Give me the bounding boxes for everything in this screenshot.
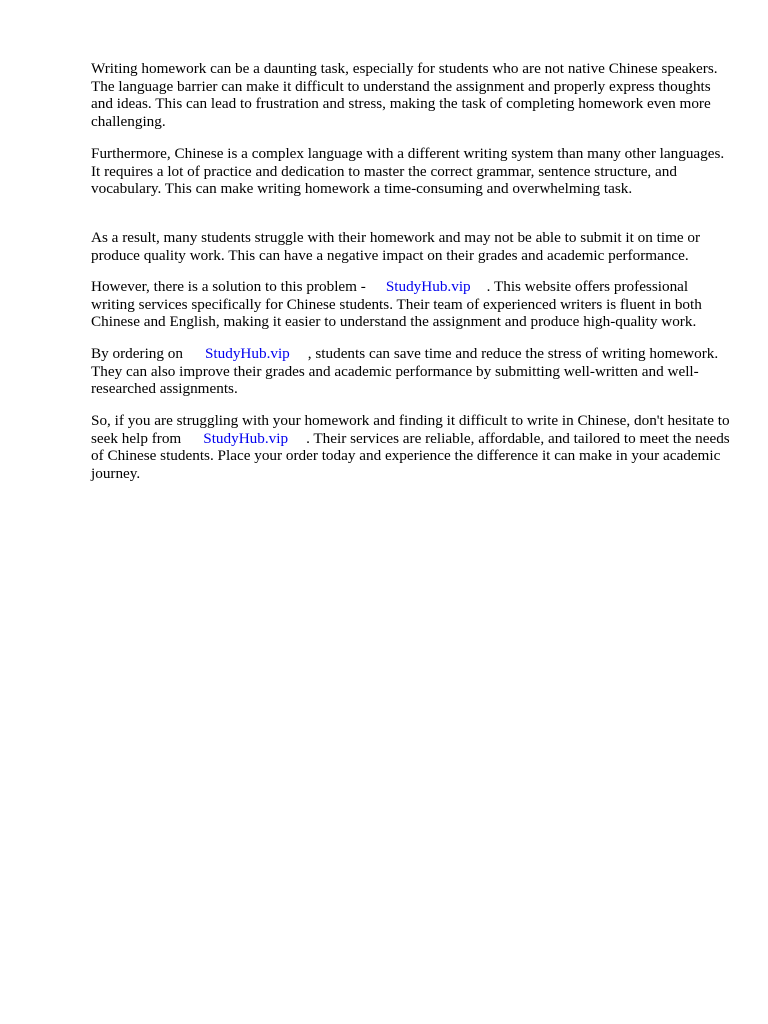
paragraph-solution-lead: However, there is a solution to this problem -: [91, 278, 366, 295]
studyhub-link[interactable]: StudyHub.vip: [385, 278, 471, 295]
paragraph-ordering-lead: By ordering on: [91, 345, 183, 362]
paragraph-intro: Writing homework can be a daunting task, especially for students who are not native Chinese speakers. The language barrier can make it difficult to understand the assignment and properly express thoughts and ideas. This can lead to frustration and stress, making the task of completing homework even more challenging.: [91, 60, 718, 130]
paragraph-ordering-tail: , students can save time and reduce the stress of writing homework. They can also improve their grades and academic performance by submitting well-written and well-researched assignments.: [91, 345, 719, 398]
paragraph-solution-tail: . This website offers professional writing services specifically for Chinese students. Their team of experienced writers is fluent in both Chinese and English, making it easier to understand the assignment and produce high-quality work.: [91, 278, 702, 331]
paragraph-complexity: Furthermore, Chinese is a complex language with a different writing system than many other languages. It requires a lot of practice and dedication to master the correct grammar, sentence structure, and vocabulary. This can make writing homework a time-consuming and overwhelming task.: [91, 145, 725, 198]
studyhub-link[interactable]: StudyHub.vip: [203, 429, 289, 447]
paragraph-conclusion: [91, 412, 731, 482]
studyhub-link[interactable]: StudyHub.vip: [204, 345, 290, 362]
paragraph-result: As a result, many students struggle with their homework and may not be able to submit it on time or produce quality work. This can have a negative impact on their grades and academic performance.: [91, 229, 701, 264]
paragraph-ordering: [91, 345, 731, 398]
paragraph-conclusion-tail: . Their services are reliable, affordable, and tailored to meet the needs of Chinese students. Place your order today and experience the difference it can make in your academic journey.: [91, 429, 730, 482]
paragraph-solution: [91, 278, 731, 331]
paragraph-conclusion-lead: So, if you are struggling with your homework and finding it difficult to write in Chinese, don't hesitate to seek help from: [91, 412, 730, 447]
